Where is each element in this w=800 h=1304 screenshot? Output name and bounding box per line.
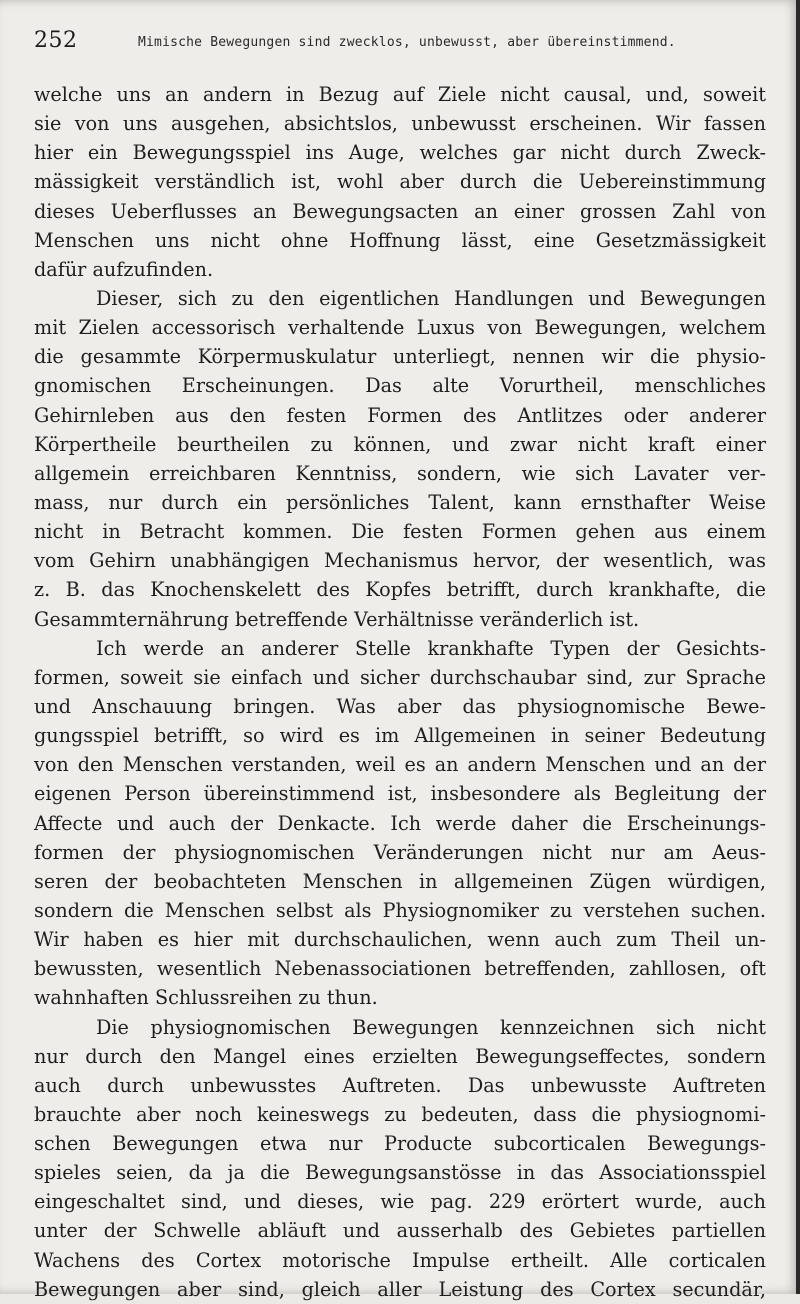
text-line: mässigkeit verständlich ist, wohl aber durch die Uebereinstimmung <box>34 170 766 194</box>
text-line: Wachens des Cortex motorische Impulse ertheilt. Alle corticalen <box>34 1248 766 1272</box>
running-title: Mimische Bewegungen sind zwecklos, unbewusst, aber übereinstimmend. <box>138 35 676 50</box>
paragraph <box>34 634 766 1013</box>
text-line: gnomischen Erscheinungen. Das alte Vorurtheil, menschliches <box>34 374 766 398</box>
text-line: gungsspiel betrifft, so wird es im Allgemeinen in seiner Bedeutung <box>34 724 766 748</box>
text-line: allgemein erreichbaren Kenntniss, sondern, wie sich Lavater ver- <box>34 461 766 485</box>
text-line: auch durch unbewusstes Auftreten. Das unbewusste Auftreten <box>34 1073 766 1097</box>
text-line: schen Bewegungen etwa nur Producte subcorticalen Bewegungs- <box>34 1132 766 1156</box>
text-line: Bewegungen aber sind, gleich aller Leistung des Cortex secundär, <box>34 1277 766 1301</box>
text-line: Die physiognomischen Bewegungen kennzeichnen sich nicht <box>96 1015 766 1039</box>
paragraph <box>34 284 766 634</box>
text-line: Dieser, sich zu den eigentlichen Handlungen und Bewegungen <box>96 286 766 310</box>
text-line: seren der beobachteten Menschen in allgemeinen Zügen würdigen, <box>34 869 766 893</box>
text-line: Körpertheile beurtheilen zu können, und zwar nicht kraft einer <box>34 432 766 456</box>
text-line: Gehirnleben aus den festen Formen des Antlitzes oder anderer <box>34 403 766 427</box>
text-line: Ich werde an anderer Stelle krankhafte Typen der Gesichts- <box>96 636 766 660</box>
text-line: nur durch den Mangel eines erzielten Bewegungseffectes, sondern <box>34 1044 766 1068</box>
text-line: die gesammte Körpermuskulatur unterliegt, nennen wir die physio- <box>34 345 766 369</box>
page-number: 252 <box>34 28 78 53</box>
page-edge-shadow <box>796 0 800 1294</box>
paragraph <box>34 1013 766 1304</box>
text-line: und Anschauung bringen. Was aber das physiognomische Bewe- <box>34 694 766 718</box>
text-line: bewussten, wesentlich Nebenassociationen betreffenden, zahllosen, oft <box>34 957 766 981</box>
text-line: spieles seien, da ja die Bewegungsanstösse in das Associationsspiel <box>34 1161 766 1185</box>
text-line: sie von uns ausgehen, absichtslos, unbewusst erscheinen. Wir fassen <box>34 112 766 136</box>
text-line: dafür aufzufinden. <box>34 257 214 281</box>
text-line: eigenen Person übereinstimmend ist, insbesondere als Begleitung der <box>34 782 766 806</box>
text-line: nicht in Betracht kommen. Die festen Formen gehen aus einem <box>34 520 766 544</box>
text-line: Wir haben es hier mit durchschaulichen, wenn auch zum Theil un- <box>34 928 766 952</box>
text-line: wahnhaften Schlussreihen zu thun. <box>34 986 378 1010</box>
text-line: eingeschaltet sind, und dieses, wie pag. 229 erörtert wurde, auch <box>34 1190 766 1214</box>
text-line: Menschen uns nicht ohne Hoffnung lässt, eine Gesetzmässigkeit <box>34 228 766 252</box>
text-line: sondern die Menschen selbst als Physiognomiker zu verstehen suchen. <box>34 898 766 922</box>
text-line: hier ein Bewegungsspiel ins Auge, welches gar nicht durch Zweck- <box>34 141 766 165</box>
page-header <box>34 28 774 58</box>
body-text <box>34 80 766 1304</box>
text-line: welche uns an andern in Bezug auf Ziele nicht causal, und, soweit <box>34 83 766 106</box>
text-line: von den Menschen verstanden, weil es an andern Menschen und an der <box>34 753 766 777</box>
paragraph <box>34 80 766 284</box>
text-line: formen, soweit sie einfach und sicher durchschaubar sind, zur Sprache <box>34 665 766 689</box>
text-line: dieses Ueberflusses an Bewegungsacten an einer grossen Zahl von <box>34 199 766 223</box>
text-line: brauchte aber noch keineswegs zu bedeuten, dass die physiognomi- <box>34 1102 766 1126</box>
text-line: mit Zielen accessorisch verhaltende Luxus von Bewegungen, welchem <box>34 316 766 340</box>
text-line: vom Gehirn unabhängigen Mechanismus hervor, der wesentlich, was <box>34 549 766 573</box>
text-line: Gesammternährung betreffende Verhältnisse veränderlich ist. <box>34 607 640 631</box>
text-line: Affecte und auch der Denkacte. Ich werde daher die Erscheinungs- <box>34 811 766 835</box>
text-line: unter der Schwelle abläuft und ausserhalb des Gebietes partiellen <box>34 1219 766 1243</box>
text-line: z. B. das Knochenskelett des Kopfes betrifft, durch krankhafte, die <box>34 578 766 602</box>
text-line: mass, nur durch ein persönliches Talent, kann ernsthafter Weise <box>34 490 766 514</box>
text-line: formen der physiognomischen Veränderungen nicht nur am Aeus- <box>34 840 766 864</box>
